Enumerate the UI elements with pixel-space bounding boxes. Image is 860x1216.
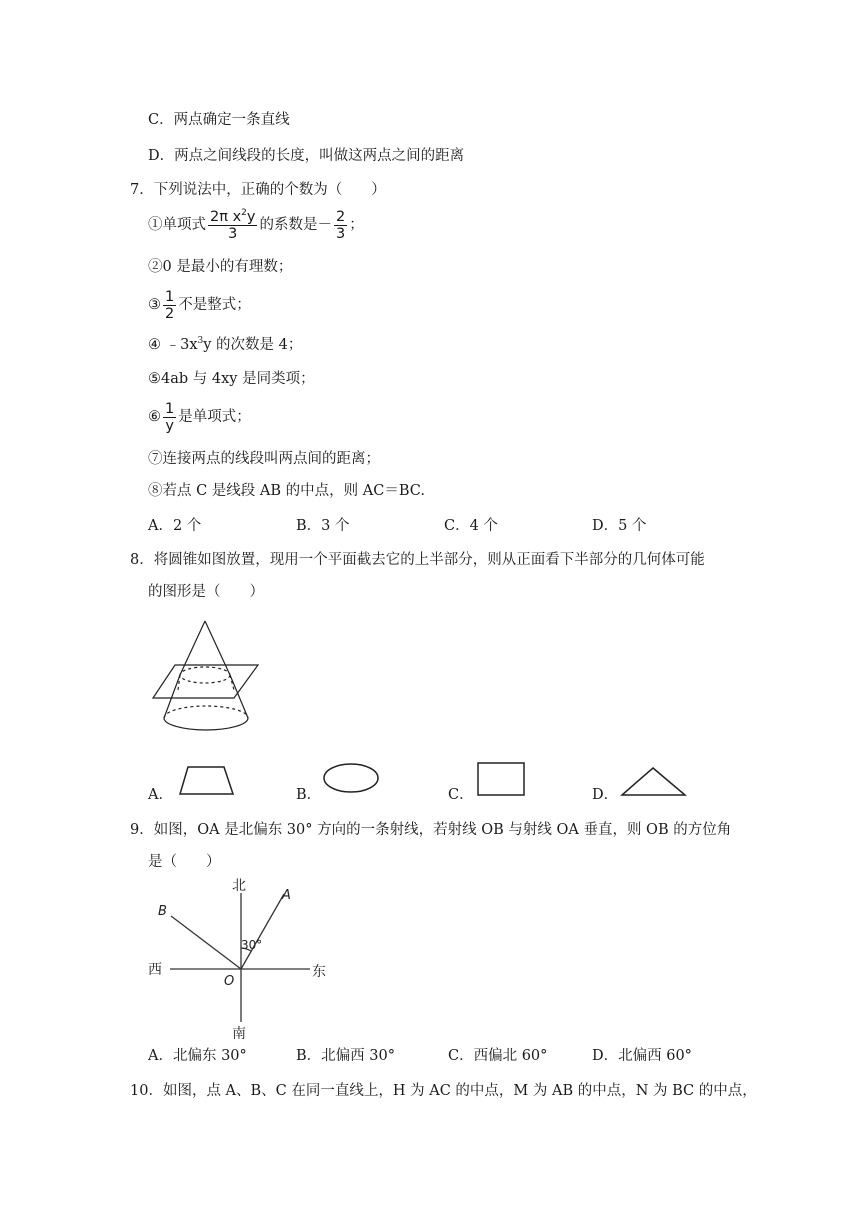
ellipse-icon[interactable]: [322, 762, 382, 796]
cone-cut-diagram: [150, 618, 265, 740]
cutting-plane: [153, 665, 258, 698]
label-south: 南: [232, 1026, 246, 1042]
q7-s1-exponent: 2: [241, 207, 247, 218]
rectangle-icon[interactable]: [476, 761, 528, 797]
label-west: 西: [148, 962, 162, 978]
circled-6: ⑥: [148, 409, 161, 425]
q7-s1-fraction: [208, 209, 257, 242]
q7-s1-end: ；: [349, 217, 364, 233]
cone-base: [164, 718, 248, 730]
q7-statement-3: [148, 288, 251, 322]
circled-1: ①: [148, 217, 163, 233]
q7-s3-num: 1: [165, 288, 175, 305]
q9-stem-line1: 9．如图，OA 是北偏东 30° 方向的一条射线，若射线 OB 与射线 OA 垂直，则 OB 的方位角: [130, 822, 732, 838]
q8-option-b-letter[interactable]: B．: [296, 787, 322, 803]
q7-s6-den: y: [165, 417, 174, 434]
q7-option-d[interactable]: D．5 个: [592, 518, 647, 534]
q7-s1-denominator: 3: [228, 225, 238, 242]
q7-s1-coef-den: 3: [335, 225, 346, 242]
label-point-o: O: [224, 974, 235, 989]
q9-option-d[interactable]: D．北偏西 60°: [592, 1048, 692, 1064]
q8-stem-line1: 8．将圆锥如图放置，现用一个平面截去它的上半部分，则从正面看下半部分的几何体可能: [130, 552, 705, 568]
label-north: 北: [232, 878, 246, 894]
trapezoid-icon[interactable]: [178, 765, 236, 797]
q7-option-a[interactable]: A．2 个: [148, 518, 202, 534]
q7-statement-7: ⑦连接两点的线段叫两点间的距离；: [148, 451, 380, 467]
q6-option-d: D．两点之间线段的长度，叫做这两点之间的距离: [148, 148, 465, 164]
q7-s3-text: 不是整式；: [178, 297, 251, 313]
q7-statement-2: ②0 是最小的有理数；: [148, 259, 293, 275]
q7-s6-text: 是单项式；: [178, 409, 251, 425]
triangle-icon[interactable]: [620, 766, 688, 798]
label-angle: 30°: [241, 938, 263, 952]
q7-statement-5: ⑤4ab 与 4xy 是同类项；: [148, 371, 315, 387]
q10-stem-line1: 10．如图，点 A、B、C 在同一直线上，H 为 AC 的中点，M 为 AB 的中点，N 为 BC 的中点，: [130, 1083, 757, 1099]
q7-s1-prefix: 单项式: [162, 217, 206, 233]
cut-section-ellipse: [180, 667, 230, 683]
q7-statement-6: [148, 400, 251, 434]
q8-stem-line2: 的图形是（ ）: [148, 584, 264, 600]
q8-option-c-letter[interactable]: C．: [448, 787, 474, 803]
ray-oa: [241, 894, 284, 969]
q7-s1-coefficient: [334, 209, 347, 242]
q7-statement-1: [148, 208, 364, 242]
q7-s6-fraction: [163, 401, 176, 434]
label-point-b: B: [158, 904, 167, 919]
label-point-a: A: [282, 888, 291, 903]
q7-s4-prefix: ④ ﹣3x: [148, 337, 198, 353]
q9-option-a[interactable]: A．北偏东 30°: [148, 1048, 247, 1064]
label-east: 东: [312, 964, 326, 980]
q7-s4-text: y 的次数是 4；: [203, 337, 303, 353]
ray-ob: [171, 916, 241, 969]
q7-s6-num: 1: [165, 400, 175, 417]
direction-diagram: [140, 878, 340, 1044]
q7-stem: 7．下列说法中，正确的个数为（ ）: [130, 182, 386, 198]
q7-s3-fraction: [163, 289, 176, 322]
q7-s3-den: 2: [165, 305, 175, 322]
q8-option-d-letter[interactable]: D．: [592, 787, 619, 803]
q7-s1-middle: 的系数是－: [259, 217, 332, 233]
q7-statement-8: ⑧若点 C 是线段 AB 的中点，则 AC＝BC.: [148, 483, 425, 499]
q9-option-b[interactable]: B．北偏西 30°: [296, 1048, 395, 1064]
q7-s1-coef-num: 2: [335, 208, 346, 225]
q9-stem-line2: 是（ ）: [148, 854, 221, 870]
circled-3: ③: [148, 297, 161, 313]
q7-s4-exponent: 3: [197, 336, 204, 347]
q9-option-c[interactable]: C．西偏北 60°: [448, 1048, 548, 1064]
q7-s1-numerator-tail: y: [246, 208, 256, 225]
q7-option-c[interactable]: C．4 个: [444, 518, 498, 534]
q6-option-c: C．两点确定一条直线: [148, 112, 290, 128]
q7-option-b[interactable]: B．3 个: [296, 518, 350, 534]
q7-s1-numerator: 2π x: [210, 208, 242, 225]
q7-statement-4: [148, 335, 302, 355]
q8-option-a-letter[interactable]: A．: [148, 787, 173, 803]
